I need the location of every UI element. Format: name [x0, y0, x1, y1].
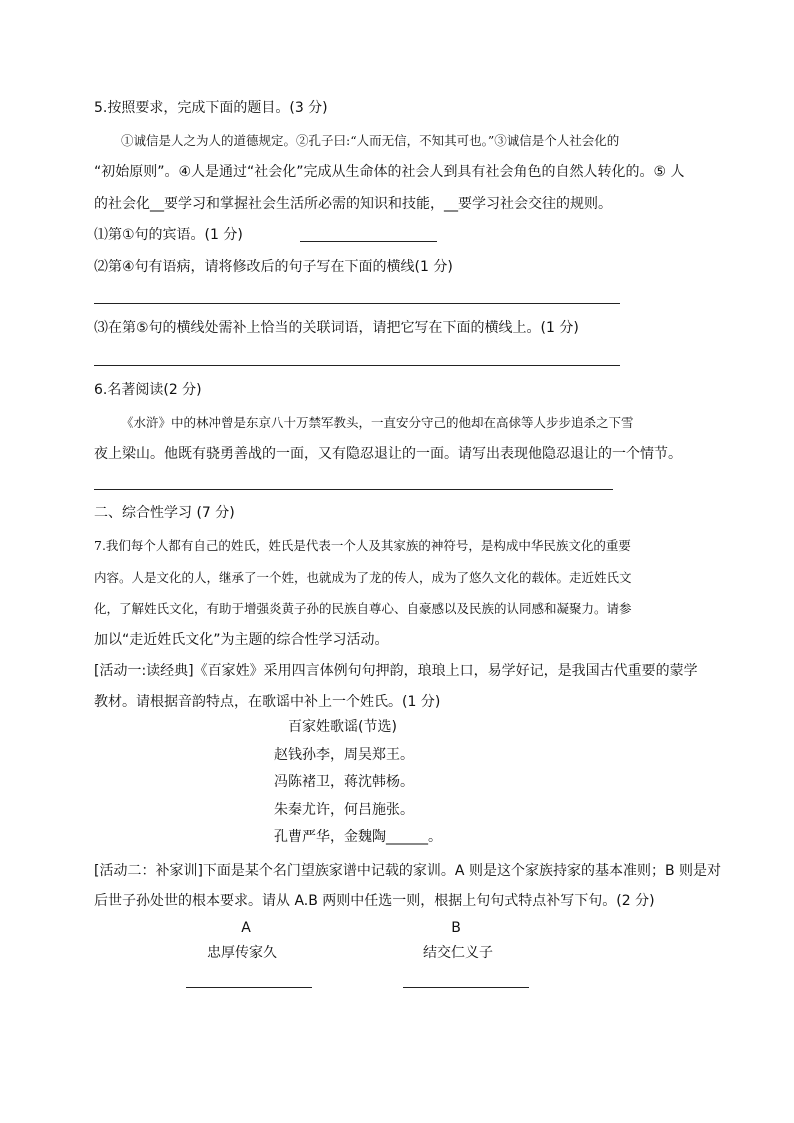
q7-line-4: 加以“走近姓氏文化”为主题的综合性学习活动。 — [94, 632, 389, 648]
q5-passage-line-1: ①诚信是人之为人的道德规定。②孔子曰:“人而无信，不知其可也。”③诚信是个人社会化的 — [121, 133, 620, 148]
q6-line-1: 《水浒》中的林冲曾是东京八十万禁军教头，一直安分守己的他却在高俅等人步步追杀之下雪 — [121, 415, 634, 430]
option-a-label: A — [241, 920, 251, 936]
activity-1-line-1: [活动一:读经典]《百家姓》采用四言体例句句押韵，琅琅上口，易学好记，是我国古代重要的蒙学 — [94, 663, 698, 679]
q6-line-2: 夜上梁山。他既有骁勇善战的一面，又有隐忍退让的一面。请写出表现他隐忍退让的一个情节。 — [94, 446, 682, 462]
poem-line-1: 赵钱孙李，周吴郑王。 — [274, 747, 414, 763]
q7-line-1: 7.我们每个人都有自己的姓氏，姓氏是代表一个人及其家族的神符号，是构成中华民族文化的重要 — [94, 538, 631, 553]
q7-line-3: 化，了解姓氏文化，有助于增强炎黄子孙的民族自尊心、自豪感以及民族的认同感和凝聚力。请参 — [94, 601, 632, 616]
option-b-answer-line[interactable] — [403, 987, 529, 988]
activity-2-line-1: [活动二：补家训]下面是某个名门望族家谱中记载的家训。A 则是这个家族持家的基本准则；B 则是对 — [94, 863, 722, 879]
poem-line-3: 朱秦尤许，何吕施张。 — [274, 802, 414, 818]
q6-title: 6.名著阅读(2 分) — [94, 382, 202, 398]
q5-sub-question-2: ⑵第④句有语病，请将修改后的句子写在下面的横线(1 分) — [94, 259, 453, 275]
poem-line-2: 冯陈褚卫，蒋沈韩杨。 — [274, 774, 414, 790]
q5-passage-line-2: “初始原则”。④人是通过“社会化”完成从生命体的社会人到具有社会角色的自然人转化的。⑤ 人 — [94, 164, 685, 180]
section-2-title: 二、综合性学习 (7 分) — [94, 505, 235, 521]
option-b-text: 结交仁义子 — [423, 945, 493, 961]
q5-passage-line-3: 的社会化__要学习和掌握社会生活所必需的知识和技能，__要学习社会交往的规则。 — [94, 196, 612, 212]
q5-sub1-answer-line[interactable] — [300, 241, 437, 242]
option-a-answer-line[interactable] — [186, 987, 312, 988]
q5-sub3-answer-line[interactable] — [94, 365, 620, 366]
activity-2-line-2: 后世子孙处世的根本要求。请从 A.B 两则中任选一则，根据上句句式特点补写下句。(2 分) — [94, 893, 655, 909]
option-a-text: 忠厚传家久 — [207, 945, 277, 961]
q5-sub-question-1: ⑴第①句的宾语。(1 分) — [94, 227, 243, 243]
poem-line-4: 孔曹严华，金魏陶______。 — [274, 829, 442, 845]
q6-answer-line[interactable] — [94, 489, 613, 490]
q7-line-2: 内容。人是文化的人，继承了一个姓，也就成为了龙的传人，成为了悠久文化的载体。走近姓氏文 — [94, 570, 632, 585]
q5-sub2-answer-line[interactable] — [94, 303, 620, 304]
q5-sub-question-3: ⑶在第⑤句的横线处需补上恰当的关联词语，请把它写在下面的横线上。(1 分) — [94, 320, 579, 336]
poem-title: 百家姓歌谣(节选) — [288, 719, 397, 735]
option-b-label: B — [451, 920, 461, 936]
q5-title: 5.按照要求，完成下面的题目。(3 分) — [94, 100, 328, 116]
activity-1-line-2: 教材。请根据音韵特点，在歌谣中补上一个姓氏。(1 分) — [94, 694, 441, 710]
